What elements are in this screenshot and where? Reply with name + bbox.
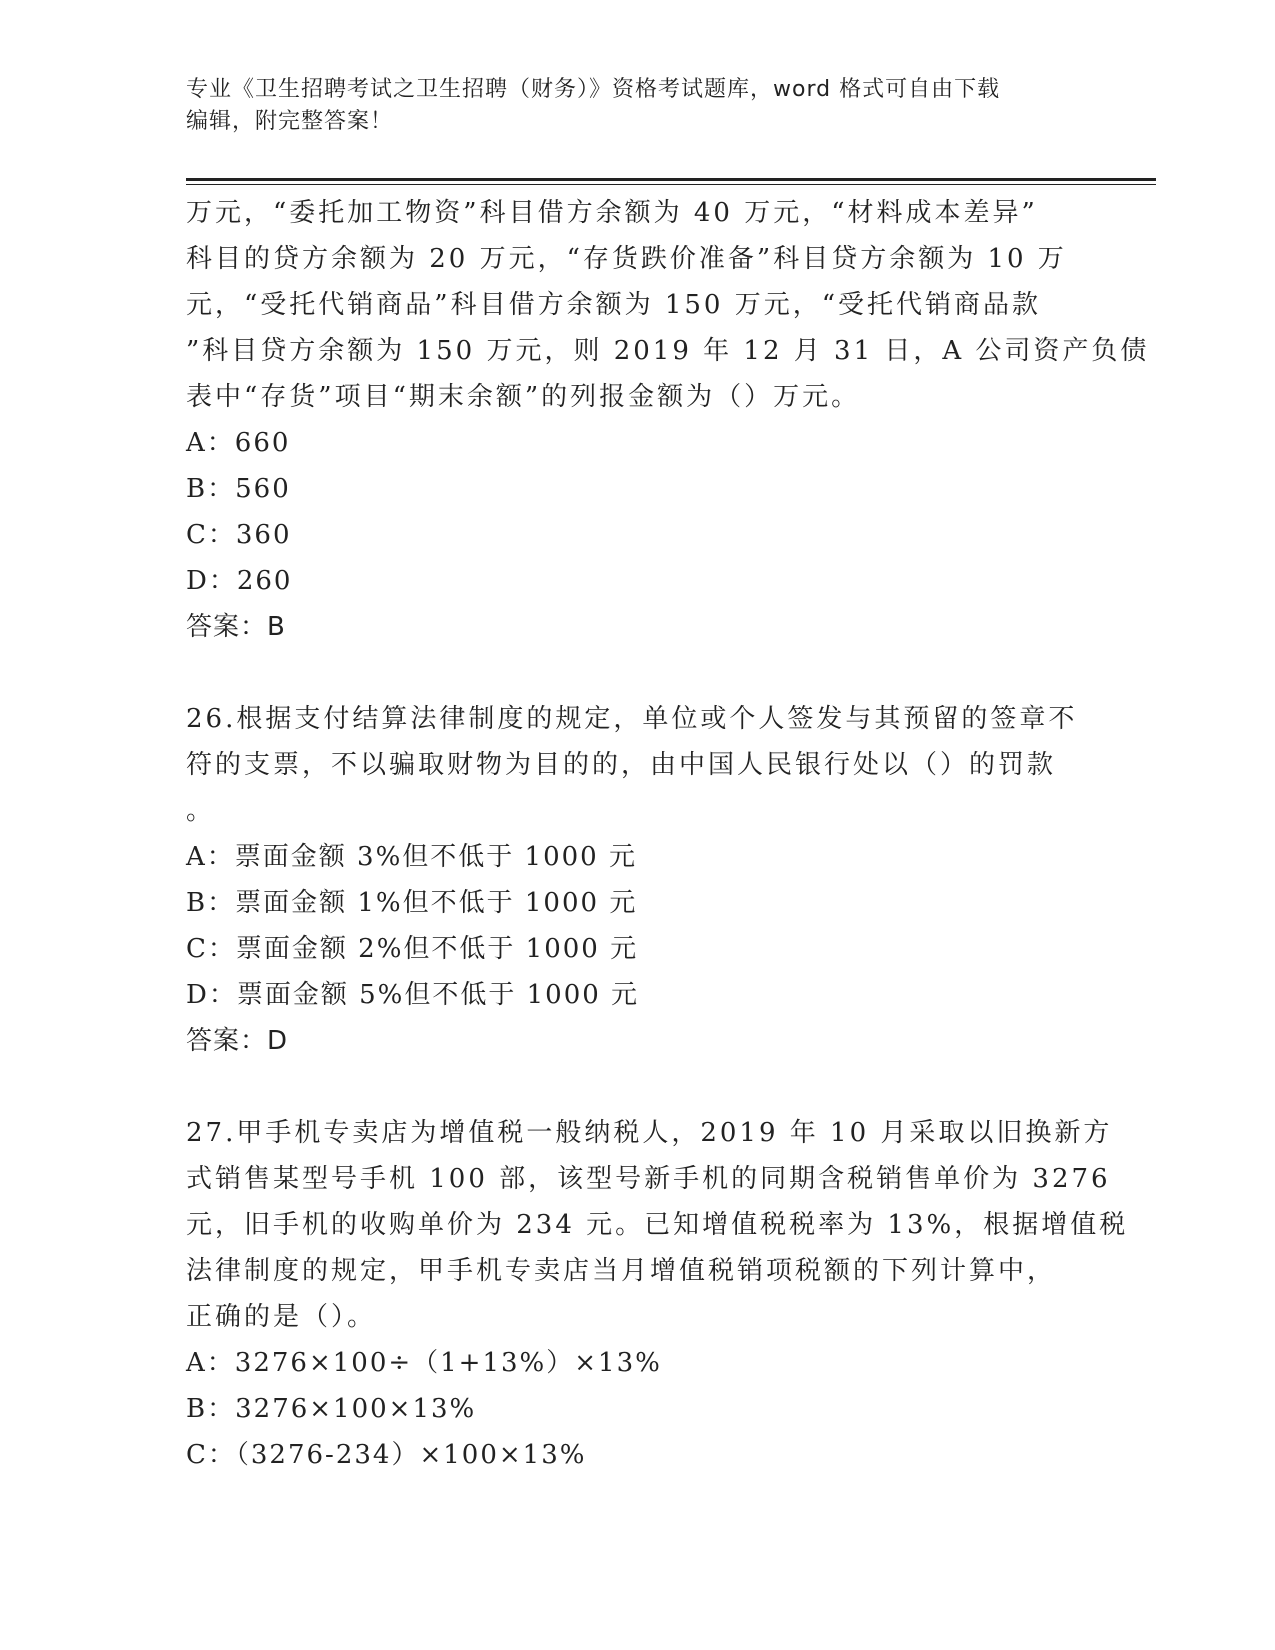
question-27 (186, 1110, 1129, 1478)
question-text-line: 式销售某型号手机 100 部，该型号新手机的同期含税销售单价为 3276 (186, 1164, 1111, 1194)
question-text-line: 表中“存货”项目“期末余额”的列报金额为（）万元。 (186, 382, 861, 412)
spacer (186, 1064, 1086, 1110)
option-b: B：560 (186, 474, 291, 504)
header-line-1: 专业《卫生招聘考试之卫生招聘（财务）》资格考试题库，word 格式可自由下载 (186, 77, 1001, 102)
question-26 (186, 696, 1086, 1064)
option-b: B：3276×100×13% (186, 1394, 477, 1424)
question-text-line: 符的支票，不以骗取财物为目的的，由中国人民银行处以（）的罚款 (186, 750, 1057, 780)
question-text-line: 26.根据支付结算法律制度的规定，单位或个人签发与其预留的签章不 (186, 704, 1078, 734)
question-text-line: 。 (186, 796, 216, 826)
question-text-line: 元，“受托代销商品”科目借方余额为 150 万元，“受托代销商品款 (186, 290, 1042, 320)
option-d: D：260 (186, 566, 293, 596)
question-content (186, 190, 1150, 1478)
option-c: C：360 (186, 520, 292, 550)
spacer (186, 650, 1086, 696)
page-header (186, 74, 1086, 138)
question-text-line: ”科目贷方余额为 150 万元，则 2019 年 12 月 31 日，A 公司资产负债 (186, 336, 1150, 366)
option-c: C：（3276-234）×100×13% (186, 1440, 587, 1470)
answer-line: 答案：D (186, 1026, 289, 1056)
header-divider-thin (186, 184, 1156, 185)
question-text-line: 万元，“委托加工物资”科目借方余额为 40 万元，“材料成本差异” (186, 198, 1038, 228)
option-d: D：票面金额 5%但不低于 1000 元 (186, 980, 640, 1010)
answer-line: 答案：B (186, 612, 286, 642)
question-text-line: 元，旧手机的收购单价为 234 元。已知增值税税率为 13%，根据增值税 (186, 1210, 1129, 1240)
question-25 (186, 190, 1150, 650)
option-a: A：3276×100÷（1+13%）×13% (186, 1348, 662, 1378)
option-a: A：660 (186, 428, 291, 458)
header-divider-thick (186, 178, 1156, 181)
question-text-line: 科目的贷方余额为 20 万元，“存货跌价准备”科目贷方余额为 10 万 (186, 244, 1067, 274)
question-text-line: 正确的是（）。 (186, 1302, 377, 1332)
option-c: C：票面金额 2%但不低于 1000 元 (186, 934, 639, 964)
option-b: B：票面金额 1%但不低于 1000 元 (186, 888, 638, 918)
option-a: A：票面金额 3%但不低于 1000 元 (186, 842, 637, 872)
header-line-2: 编辑，附完整答案！ (186, 109, 394, 134)
question-text-line: 27.甲手机专卖店为增值税一般纳税人，2019 年 10 月采取以旧换新方 (186, 1118, 1113, 1148)
question-text-line: 法律制度的规定，甲手机专卖店当月增值税销项税额的下列计算中， (186, 1256, 1057, 1286)
